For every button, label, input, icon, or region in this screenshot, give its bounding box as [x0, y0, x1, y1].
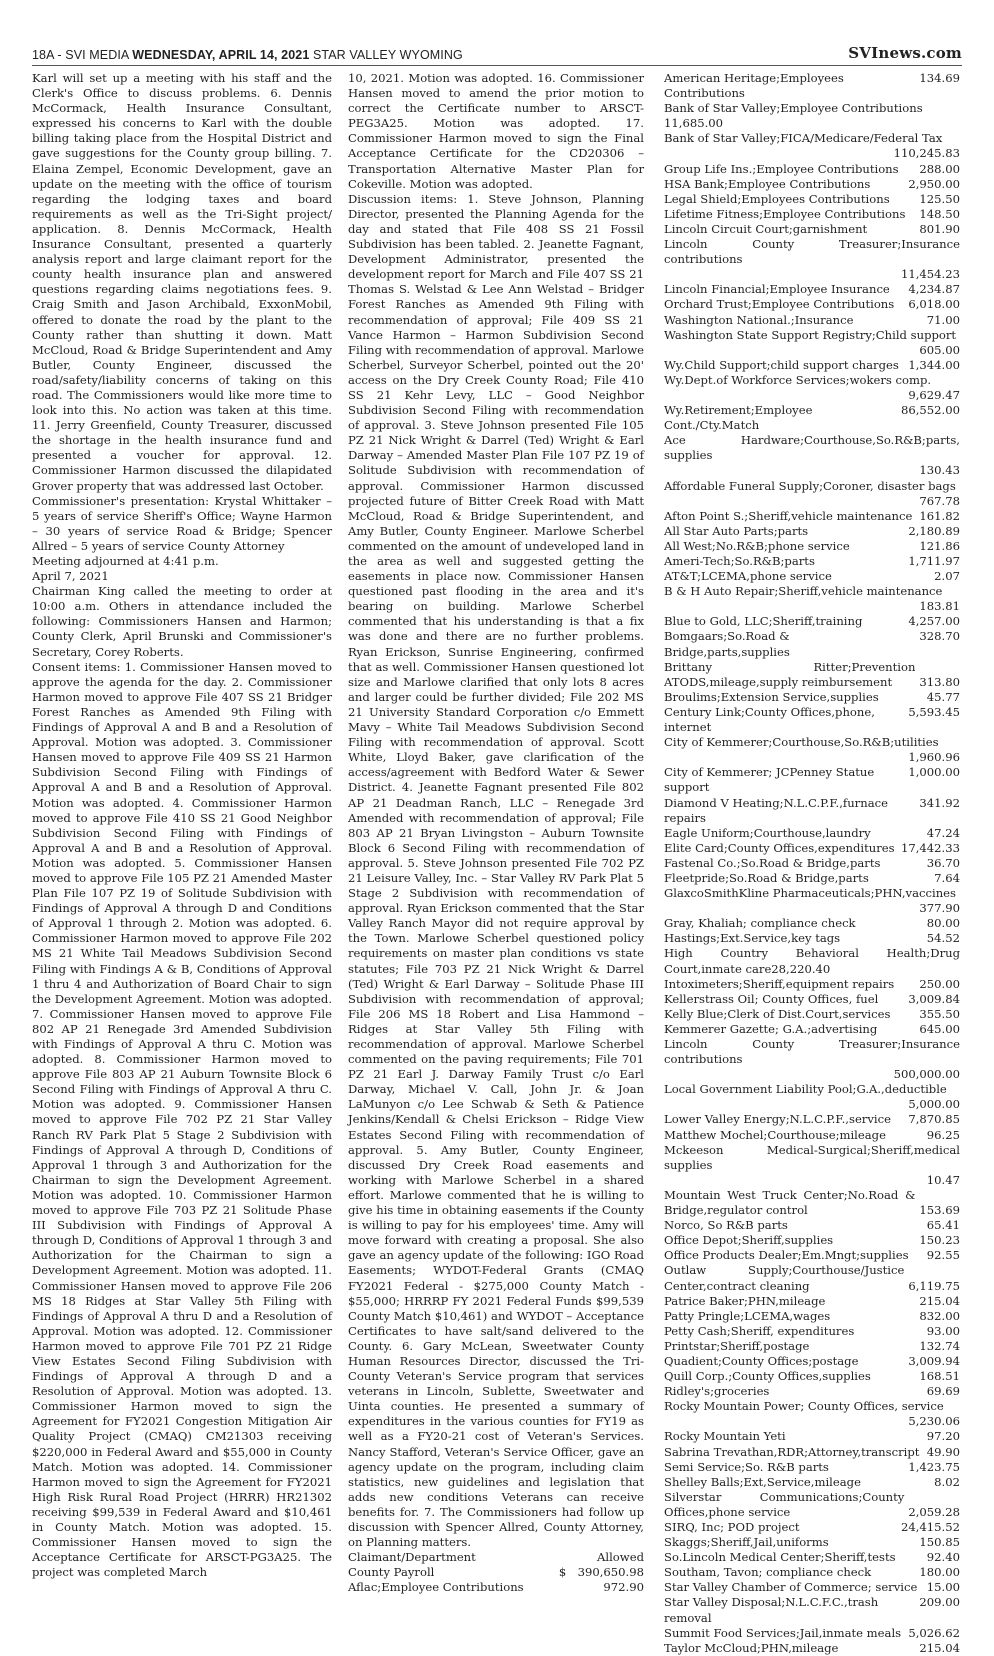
- claim-row: [664, 373, 960, 403]
- header-location: STAR VALLEY WYOMING: [312, 48, 463, 62]
- claim-row: [664, 1445, 960, 1460]
- site-logo: SVInews.com: [848, 44, 962, 62]
- claim-name: Aflac;Employee Contributions: [348, 1580, 524, 1595]
- claim-row: [664, 222, 960, 237]
- claim-amount: 1,000.00: [908, 765, 960, 780]
- paragraph: Meeting adjourned at 4:41 p.m.: [32, 554, 219, 568]
- claim-amount: 80.00: [926, 916, 960, 931]
- claim-amount: 7.64: [934, 870, 960, 885]
- claim-name: Sabrina Trevathan,RDR;Attorney,transcript: [664, 1444, 920, 1459]
- claim-row: [664, 282, 960, 297]
- page-section: 18A - SVI MEDIA: [32, 48, 129, 62]
- claim-row: [664, 1324, 960, 1339]
- claim-amount: 17,442.33: [900, 840, 960, 855]
- claim-amount: 215.04: [919, 1293, 960, 1308]
- claim-amount: 69.69: [926, 1384, 960, 1399]
- claim-row: [664, 1007, 960, 1022]
- claim-amount: 1,960.96: [908, 750, 960, 765]
- claim-name: Ridley's;groceries: [664, 1384, 770, 1399]
- claim-name: Petty Cash;Sheriff, expenditures: [664, 1323, 855, 1338]
- page-header: [32, 42, 962, 66]
- claim-name: Wy.Child Support;child support charges: [664, 357, 899, 372]
- claim-name: Kellerstrass Oil; County Offices, fuel: [664, 991, 879, 1006]
- claim-row: [664, 1490, 960, 1520]
- claim-value: 972.90: [603, 1580, 644, 1595]
- claim-amount: 54.52: [926, 931, 960, 946]
- claim-amount: 2,950.00: [908, 176, 960, 191]
- claim-name: Rocky Mountain Power; County Offices, service: [664, 1399, 944, 1414]
- claim-amount: 49.90: [926, 1444, 960, 1459]
- claim-amount: 9,629.47: [908, 387, 960, 402]
- claim-row: [664, 162, 960, 177]
- claim-name: Legal Shield;Employees Contributions: [664, 191, 890, 206]
- claim-amount: 47.24: [926, 825, 960, 840]
- claim-row: [664, 509, 960, 524]
- claim-row: [664, 1520, 960, 1535]
- claim-amount: 8.02: [934, 1474, 960, 1489]
- claim-name: City of Kemmerer;Courthouse,So.R&B;utilities: [664, 735, 939, 750]
- claim-name: Mountain West Truck Center;No.Road & Bridge,regulator control: [664, 1187, 916, 1218]
- paragraph: 10, 2021. Motion was adopted. 16. Commissioner Hansen moved to amend the prior motion to correct the Certificate number to ARSCT-PEG3A25. Motion was adopted. 17. Commissioner Harmon moved to sign the Final Acceptance Certificate for the CD20306 – Transportation Alternative Master Plan for Cokeville. Motion was adopted.: [348, 71, 644, 191]
- claim-amount: 5,593.45: [908, 704, 960, 719]
- claim-name: Blue to Gold, LLC;Sheriff,training: [664, 614, 863, 629]
- claim-name: AT&T;LCEMA,phone service: [664, 569, 832, 584]
- claim-row: [664, 584, 960, 614]
- claim-row: [664, 1550, 960, 1565]
- claim-amount: 24,415.52: [900, 1520, 960, 1534]
- claim-name: Afton Point S.;Sheriff,vehicle maintenance: [664, 508, 913, 523]
- claim-amount: 355.50: [919, 1006, 960, 1021]
- claim-amount: [559, 1565, 644, 1580]
- claim-name: Century Link;County Offices,phone, internet: [664, 704, 875, 735]
- claim-row: [664, 569, 960, 584]
- claim-name: Eagle Uniform;Courthouse,laundry: [664, 825, 871, 840]
- claim-amount: 161.82: [919, 508, 960, 523]
- claim-row: [664, 1309, 960, 1324]
- claim-name: GlaxcoSmithKline Pharmaceuticals;PHN,vaccines: [664, 886, 956, 901]
- claim-amount: 65.41: [926, 1218, 960, 1233]
- claim-name: Quadient;County Offices;postage: [664, 1353, 859, 1368]
- claim-row: [664, 705, 960, 735]
- currency-symbol: $: [558, 1565, 567, 1580]
- claim-name: Lincoln Financial;Employee Insurance: [664, 282, 890, 297]
- claim-amount: 97.20: [926, 1429, 960, 1444]
- claim-row: 11,685.00: [664, 116, 724, 131]
- paragraph: Consent items: 1. Commissioner Hansen moved to approve the agenda for the day. 2. Commissioner Harmon moved to approve File 407 SS 21 Bridger Forest Ranches as Amended 9th Filing with Findings of Approval A and B and a Resolution of Approval. Motion was adopted. 3. Commissioner Hansen moved to approve File 409 SS 21 Harmon Subdivision Second Filing with Findings of Approval A and B and a Resolution of Approval. Motion was adopted. 4. Commissioner Harmon moved to approve File 410 SS 21 Good Neighbor Subdivision Second Filing with Findings of Approval A and B and a Resolution of Approval. Motion was adopted. 5. Commissioner Hansen moved to approve File 105 PZ 21 Amended Master Plan File 107 PZ 19 of Solitude Subdivision with Findings of Approval A through D and Conditions of Approval 1 through 2. Motion was adopted. 6. Commissioner Harmon moved to approve File 202 MS 21 White Tail Meadows Subdivision Second Filing with Findings A & B, Conditions of Approval 1 thru 4 and Authorization of Board Chair to sign the Development Agreement. Motion was adopted. 7. Commissioner Hansen moved to approve File 802 AP 21 Renegade 3rd Amended Subdivision with Findings of Approval A thru C. Motion was adopted. 8. Commissioner Harmon moved to approve File 803 AP 21 Auburn Townsite Block 6 Second Filing with Findings of Approval A thru C. Motion was adopted. 9. Commissioner Hansen moved to approve File 702 PZ 21 Star Valley Ranch RV Park Plat 5 Stage 2 Subdivision with Findings of Approval A through D, Conditions of Approval 1 through 3 and Authorization for the Chairman to sign the Development Agreement. Motion was adopted. 10. Commissioner Harmon moved to approve File 703 PZ 21 Solitude Phase III Subdivision with Findings of Approval A through D, Conditions of Approval 1 through 3 and Authorization for the Chairman to sign a Development Agreement. Motion was adopted. 11. Commissioner Hansen moved to approve File 206 MS 18 Ridges at Star Valley 5th Filing with Findings of Approval A thru D and a Resolution of Approval. Motion was adopted. 12. Commissioner Harmon moved to approve File 701 PZ 21 Ridge View Estates Second Filing Subdivision with Findings of Approval A through D and a Resolution of Approval. Motion was adopted. 13. Commissioner Harmon moved to sign the Agreement for FY2021 Congestion Mitigation Air Quality Project (CMAQ) CM21303 receiving $220,000 in Federal Award and $55,000 in County Match. Motion was adopted. 14. Commissioner Harmon moved to sign the Agreement for FY2021 High Risk Rural Road Project (HRRR) HR21302 receiving $99,539 in Federal Award and $10,461 in County Match. Motion was adopted. 15. Commissioner Hansen moved to sign the Acceptance Certificate for ARSCT-PG3A25. The project was completed March: [32, 659, 332, 1580]
- claim-name: American Heritage;Employees Contributions: [664, 71, 844, 101]
- claim-name: HSA Bank;Employee Contributions: [664, 176, 871, 191]
- claim-name: All Star Auto Parts;parts: [664, 523, 809, 538]
- claim-row: [664, 1022, 960, 1037]
- claim-amount: 6,119.75: [908, 1278, 960, 1293]
- claim-name: Southam, Tavon; compliance check: [664, 1565, 872, 1580]
- claim-amount: 801.90: [919, 221, 960, 236]
- claim-amount: 15.00: [926, 1580, 960, 1595]
- claim-amount: 605.00: [919, 342, 960, 357]
- claim-row: [664, 977, 960, 992]
- claim-amount: 71.00: [926, 312, 960, 327]
- claim-row: [664, 765, 960, 795]
- claim-name: Summit Food Services;Jail,inmate meals: [664, 1625, 902, 1640]
- claim-name: County Payroll: [348, 1565, 435, 1580]
- claim-name: Bank of Star Valley;Employee Contributions: [664, 101, 923, 116]
- claim-amount: 328.70: [919, 629, 960, 644]
- claim-name: Elite Card;County Offices,expenditures: [664, 840, 895, 855]
- claim-name: Lincoln County Treasurer;Insurance contributions: [664, 237, 960, 267]
- claim-row: [664, 297, 960, 312]
- claim-amount: 132.74: [919, 1338, 960, 1353]
- claim-row: [664, 1128, 960, 1143]
- claim-name: Norco, So R&B parts: [664, 1218, 788, 1233]
- claim-amount: 2,059.28: [908, 1504, 960, 1519]
- claim-amount: 92.40: [926, 1550, 960, 1565]
- claim-amount: 92.55: [926, 1248, 960, 1263]
- paragraph: Chairman King called the meeting to order at 10:00 a.m. Others in attendance included the following: Commissioners Hansen and Harmon; County Clerk, April Brunski and Commissioner's Secretary, Corey Roberts.: [32, 584, 332, 659]
- claim-name: Office Depot;Sheriff,supplies: [664, 1233, 834, 1248]
- claim-row: [664, 826, 960, 841]
- claim-row: [664, 71, 960, 101]
- claim-row: [664, 871, 960, 886]
- claim-name: Mckeeson Medical-Surgical;Sheriff,medical supplies: [664, 1142, 960, 1172]
- header-date: WEDNESDAY, APRIL 14, 2021: [132, 48, 310, 62]
- claim-row: [664, 433, 960, 478]
- claim-amount: 2,180.89: [908, 523, 960, 538]
- claim-amount: 36.70: [926, 855, 960, 870]
- claim-name: Gray, Khaliah; compliance check: [664, 916, 856, 931]
- claim-row: [348, 1580, 644, 1595]
- claim-amount: 5,026.62: [908, 1625, 960, 1640]
- claim-row: [664, 192, 960, 207]
- claim-row: [664, 313, 960, 328]
- claim-amount: 148.50: [919, 206, 960, 221]
- claim-amount: 645.00: [919, 1021, 960, 1036]
- claim-row: [664, 539, 960, 554]
- claims-header-amount: Allowed: [597, 1550, 644, 1565]
- claim-amount: 215.04: [919, 1640, 960, 1655]
- claim-amount: 134.69: [919, 71, 960, 85]
- claim-amount: 5,000.00: [908, 1097, 960, 1112]
- claim-name: All West;No.R&B;phone service: [664, 538, 850, 553]
- claim-row: [664, 841, 960, 856]
- claim-row: [664, 735, 960, 765]
- claim-amount: 150.23: [919, 1233, 960, 1248]
- claim-amount: 288.00: [919, 161, 960, 176]
- claim-name: Fastenal Co.;So.Road & Bridge,parts: [664, 855, 881, 870]
- claim-row: [664, 1535, 960, 1550]
- claim-row: [664, 690, 960, 705]
- claim-row: [664, 796, 960, 826]
- claim-row: [664, 614, 960, 629]
- claim-name: Affordable Funeral Supply;Coroner, disaster bags: [664, 478, 956, 493]
- claim-name: Ace Hardware;Courthouse,So.R&B;parts, supplies: [664, 433, 960, 463]
- claim-name: Printstar;Sheriff,postage: [664, 1338, 810, 1353]
- claim-amount: 93.00: [926, 1323, 960, 1338]
- claim-amount: 767.78: [919, 493, 960, 508]
- claim-row: [664, 1294, 960, 1309]
- claim-amount: 11,454.23: [900, 267, 960, 282]
- claim-row: [664, 992, 960, 1007]
- claim-name: So.Lincoln Medical Center;Sheriff,tests: [664, 1550, 896, 1565]
- claim-row: [664, 131, 960, 161]
- claim-amount: 121.86: [919, 538, 960, 553]
- header-left: [32, 48, 463, 62]
- claim-amount: 5,230.06: [908, 1414, 960, 1429]
- claim-name: Patrice Baker;PHN,mileage: [664, 1293, 826, 1308]
- claim-amount: 130.43: [919, 463, 960, 478]
- claim-name: Wy.Retirement;Employee Cont./Cty.Match: [664, 403, 813, 433]
- claim-row: [664, 358, 960, 373]
- claim-value: 390,650.98: [577, 1565, 644, 1580]
- claim-name: Silverstar Communications;County Offices,phone service: [664, 1489, 905, 1519]
- claim-amount: 209.00: [919, 1595, 960, 1610]
- claim-name: City of Kemmerer; JCPenney Statue support: [664, 765, 875, 795]
- claim-amount: 4,257.00: [908, 614, 960, 629]
- claim-name: Broulims;Extension Service,supplies: [664, 689, 879, 704]
- claim-amount: 377.90: [919, 901, 960, 916]
- claim-amount: 96.25: [926, 1127, 960, 1142]
- claim-amount: 500,000.00: [893, 1067, 960, 1082]
- column-3: [664, 71, 960, 1655]
- claim-amount: 125.50: [919, 191, 960, 206]
- claim-row: [664, 403, 960, 433]
- claim-name: Taylor McCloud;PHN,mileage: [664, 1640, 839, 1655]
- claim-amount: 7,870.85: [908, 1112, 960, 1127]
- claim-name: SIRQ, Inc; POD project: [664, 1520, 800, 1534]
- claim-name: Rocky Mountain Yeti: [664, 1429, 786, 1444]
- claim-row: [664, 1339, 960, 1354]
- claim-name: Quill Corp.;County Offices,supplies: [664, 1369, 871, 1384]
- claim-row: [664, 629, 960, 659]
- claim-row: [664, 886, 960, 916]
- claim-row: [664, 1580, 960, 1595]
- claim-amount: 2.07: [934, 569, 960, 584]
- claim-name: Diamond V Heating;N.L.C.P.F.,furnace repairs: [664, 795, 888, 825]
- claim-row: High Country Behavioral Health;Drug Court,inmate care28,220.40: [664, 946, 960, 976]
- claim-row: [664, 1399, 960, 1429]
- paragraph: Karl will set up a meeting with his staff and the Clerk's Office to discuss problems. 6. Dennis McCormack, Health Insurance Consultant, expressed his concerns to Karl with the double billing taking place from the Hospital District and gave suggestions for the County group billing. 7. Elaina Zempel, Economic Development, gave an update on the meeting with the office of tourism regarding the lodging taxes and board requirements as well as the Tri-Sight project/ application. 8. Dennis McCormack, Health Insurance Consultant, presented a quarterly analysis report and large claimant report for the county health insurance plan and answered questions regarding claims negotiations fees. 9. Craig Smith and Jason Archibald, ExxonMobil, offered to donate the road by the plant to the County rather than shutting it down. Matt McCloud, Road & Bridge Superintendent and Amy Butler, County Engineer, discussed the road/safety/liability concerns of taking on this road. The Commissioners would like more time to look into this. No action was taken at this time. 11. Jerry Greenfield, County Treasurer, discussed the shortage in the health insurance fund and presented a voucher for approval. 12. Commissioner Harmon discussed the dilapidated Grover property that was addressed last October.: [32, 71, 332, 493]
- claim-amount: 168.51: [919, 1369, 960, 1384]
- claim-row: [664, 237, 960, 282]
- claim-amount: 150.85: [919, 1535, 960, 1550]
- claim-name: Shelley Balls;Ext,Service,mileage: [664, 1474, 861, 1489]
- claim-row: [664, 1263, 960, 1293]
- claim-name: Star Valley Disposal;N.L.C.F.C.,trash removal: [664, 1595, 879, 1625]
- claim-name: Kelly Blue;Clerk of Dist.Court,services: [664, 1006, 891, 1021]
- claim-row: [664, 1037, 960, 1082]
- claim-row: [664, 479, 960, 509]
- claim-amount: 250.00: [919, 976, 960, 991]
- paragraph: Commissioner's presentation: Krystal Whittaker – 5 years of service Sheriff's Office; Wayne Harmon – 30 years of service Road & Bridge; Spencer Allred – 5 years of service County Attorney: [32, 493, 332, 553]
- claim-name: Washington State Support Registry;Child support: [664, 327, 957, 342]
- claim-amount: 10.47: [926, 1172, 960, 1187]
- claim-row: [664, 1384, 960, 1399]
- claim-row: [664, 931, 960, 946]
- claim-amount: 1,344.00: [908, 357, 960, 372]
- claim-amount: 832.00: [919, 1308, 960, 1323]
- claim-name: Group Life Ins.;Employee Contributions: [664, 161, 899, 176]
- claim-amount: 4,234.87: [908, 282, 960, 297]
- claim-amount: 3,009.84: [908, 991, 960, 1006]
- claim-row: [664, 328, 960, 358]
- claim-name: Skaggs;Sheriff,Jail,uniforms: [664, 1535, 829, 1550]
- claim-row: [664, 1233, 960, 1248]
- claim-amount: 153.69: [919, 1203, 960, 1218]
- claim-row: [664, 1475, 960, 1490]
- claim-amount: 45.77: [926, 689, 960, 704]
- claim-row: [664, 916, 960, 931]
- claim-name: Brittany Ritter;Prevention ATODS,mileage,supply reimbursement: [664, 659, 916, 689]
- claim-row: [664, 1565, 960, 1580]
- claim-name: Washington National.;Insurance: [664, 312, 854, 327]
- claim-name: B & H Auto Repair;Sheriff,vehicle maintenance: [664, 584, 943, 599]
- claim-amount: [603, 1580, 644, 1595]
- claim-row: [664, 660, 960, 690]
- claim-row: [664, 1218, 960, 1233]
- claim-amount: 86,552.00: [900, 403, 960, 418]
- claim-name: Bank of Star Valley;FICA/Medicare/Federal Tax: [664, 131, 943, 146]
- claims-header-name: Claimant/Department: [348, 1550, 476, 1565]
- claim-row: [664, 1248, 960, 1263]
- claim-name: Orchard Trust;Employee Contributions: [664, 297, 895, 312]
- paragraph: Discussion items: 1. Steve Johnson, Planning Director, presented the Planning Agenda for the day and stated that File 408 SS 21 Fossil Subdivision has been tabled. 2. Jeanette Fagnant, Development Administrator, presented the development report for March and File 407 SS 21 Thomas S. Welstad & Lee Ann Welstad – Bridger Forest Ranches as Amended 9th Filing with recommendation of approval; File 409 SS 21 Vance Harmon – Harmon Subdivision Second Filing with recommendation of approval. Marlowe Scherbel, Surveyor Scherbel, pointed out the 20' access on the Dry Creek County Road; File 410 SS 21 Kehr Levy, LLC – Good Neighbor Subdivision Second Filing with recommendation of approval. 3. Steve Johnson presented File 105 PZ 21 Nick Wright & Darrel (Ted) Wright & Earl Darway – Amended Master Plan File 107 PZ 19 of Solitude Subdivision with recommendation of approval. Commissioner Harmon discussed projected future of Bitter Creek Road with Matt McCloud, Road & Bridge Superintendent, and Amy Butler, County Engineer. Marlowe Scherbel commented on the amount of undeveloped land in the area as well and suggested getting the easements in place now. Commissioner Hansen questioned past flooding in the area and it's bearing on building. Marlowe Scherbel commented that his understanding is that a fix was done and there are no further problems. Ryan Erickson, Sunrise Engineering, confirmed that as well. Commissioner Hansen questioned lot size and Marlowe clarified that only lots 8 acres and larger could be further divided; File 202 MS 21 University Standard Corporation c/o Emmett Mavy – White Tail Meadows Subdivision Second Filing with recommendation of approval. Scott White, Lloyd Baker, gave clarification of the access/agreement with Bedford Water & Sewer District. 4. Jeanette Fagnant presented File 802 AP 21 Deadman Ranch, LLC – Renegade 3rd Amended with recommendation of approval; File 803 AP 21 Bryan Livingston – Auburn Townsite Block 6 Second Filing with recommendation of approval. 5. Steve Johnson presented File 702 PZ 21 Leisure Valley, Inc. – Star Valley RV Park Plat 5 Stage 2 Subdivision with recommendation of approval. Ryan Erickson commented that the Star Valley Ranch Mayor did not require approval by the Town. Marlowe Scherbel questioned policy requirements on master plan conditions vs state statutes; File 703 PZ 21 Nick Wright & Darrel (Ted) Wright & Earl Darway – Solitude Phase III Subdivision with recommendation of approval; File 206 MS 18 Robert and Lisa Hammond – Ridges at Star Valley 5th Filing with recommendation of approval. Marlowe Scherbel commented on the paving requirements; File 701 PZ 21 Earl J. Darway Family Trust c/o Earl Darway, Michael V. Call, John Jr. & Joan LaMunyon c/o Lee Schwab & Seth & Patience Jenkins/Kendall & Chelsi Erickson – Ridge View Estates Second Filing with recommendation of approval. 5. Amy Butler, County Engineer, discussed Dry Creek Road easements and working with Marlowe Scherbel in a shared effort. Marlowe commented that he is willing to give his time in obtaining easements if the County is willing to pay for his employees' time. Amy will move forward with creating a proposal. She also gave an agency update of the following: IGO Road Easements; WYDOT-Federal Grants (CMAQ FY2021 Federal - $275,000 County Match - $55,000; HRRRP FY 2021 Federal Funds $99,539 County Match $10,461) and WYDOT – Acceptance Certificates to have salt/sand delivered to the County. 6. Gary McLean, Sweetwater County Human Resources Director, discussed the Tri-County Veteran's Service program that services veterans in Lincoln, Sublette, Sweetwater and Uinta counties. He presented a summary of expenditures in the various counties for FY19 as well as a FY20-21 cost of Veteran's Services. Nancy Stafford, Veteran's Service Officer, gave an agency update on the program, including claim statistics, new guidelines and legislation that adds new conditions Veterans can receive benefits for. 7. The Commissioners had follow up discussion with Spencer Allred, County Attorney, on Planning matters.: [348, 191, 644, 1550]
- claim-row: [664, 1626, 960, 1641]
- claim-row: [664, 1082, 960, 1112]
- claim-name: Matthew Mochel;Courthouse;mileage: [664, 1127, 886, 1142]
- claims-header: [348, 1550, 644, 1565]
- claim-row: [664, 207, 960, 222]
- claim-name: Local Government Liability Pool;G.A.,deductible: [664, 1082, 947, 1097]
- claim-row: [664, 1143, 960, 1188]
- claim-name: Outlaw Supply;Courthouse/Justice Center,contract cleaning: [664, 1263, 905, 1293]
- claim-name: Wy.Dept.of Workforce Services;wokers comp.: [664, 372, 932, 387]
- claim-amount: 110,245.83: [893, 146, 960, 161]
- column-1: [32, 71, 332, 1580]
- claim-name: Lincoln County Treasurer;Insurance contributions: [664, 1037, 960, 1067]
- claim-name: Star Valley Chamber of Commerce; service: [664, 1580, 918, 1595]
- claim-name: Bomgaars;So.Road & Bridge,parts,supplies: [664, 629, 790, 659]
- claim-row: [664, 101, 960, 116]
- paragraph: April 7, 2021: [32, 569, 109, 584]
- claim-row: [348, 1565, 644, 1580]
- claim-row: [664, 554, 960, 569]
- claim-row: [664, 524, 960, 539]
- claim-row: [664, 1460, 960, 1475]
- claim-amount: 313.80: [919, 674, 960, 689]
- claim-row: [664, 856, 960, 871]
- claim-name: Fleetpride;So.Road & Bridge,parts: [664, 870, 869, 885]
- claim-name: Intoximeters;Sheriff,equipment repairs: [664, 976, 895, 991]
- claim-amount: 6,018.00: [908, 297, 960, 312]
- claim-row: [664, 1429, 960, 1444]
- claim-row: [664, 1595, 960, 1625]
- claim-name: Office Products Dealer;Em.Mngt;supplies: [664, 1248, 909, 1263]
- claim-name: Lower Valley Energy;N.L.C.P.F.,service: [664, 1112, 891, 1127]
- claim-amount: 180.00: [919, 1565, 960, 1580]
- claim-amount: 3,009.94: [908, 1353, 960, 1368]
- claim-row: [664, 1354, 960, 1369]
- claim-amount: 341.92: [919, 795, 960, 810]
- claim-row: [664, 1369, 960, 1384]
- claim-amount: 1,423.75: [908, 1459, 960, 1474]
- claim-row: [664, 1188, 960, 1218]
- claim-row: [664, 1112, 960, 1127]
- claim-name: Hastings;Ext.Service,key tags: [664, 931, 841, 946]
- claim-amount: 1,711.97: [908, 554, 960, 568]
- claim-name: Patty Pringle;LCEMA,wages: [664, 1308, 831, 1323]
- column-2: [348, 71, 644, 1595]
- claim-amount: 183.81: [919, 599, 960, 614]
- claim-row: [664, 177, 960, 192]
- claim-name: Kemmerer Gazette; G.A.;advertising: [664, 1021, 878, 1036]
- claim-name: Lifetime Fitness;Employee Contributions: [664, 206, 906, 221]
- claim-name: Semi Service;So. R&B parts: [664, 1459, 829, 1474]
- claim-name: Ameri-Tech;So.R&B;parts: [664, 554, 815, 568]
- claim-name: Lincoln Circuit Court;garnishment: [664, 221, 868, 236]
- claim-row: [664, 1641, 960, 1656]
